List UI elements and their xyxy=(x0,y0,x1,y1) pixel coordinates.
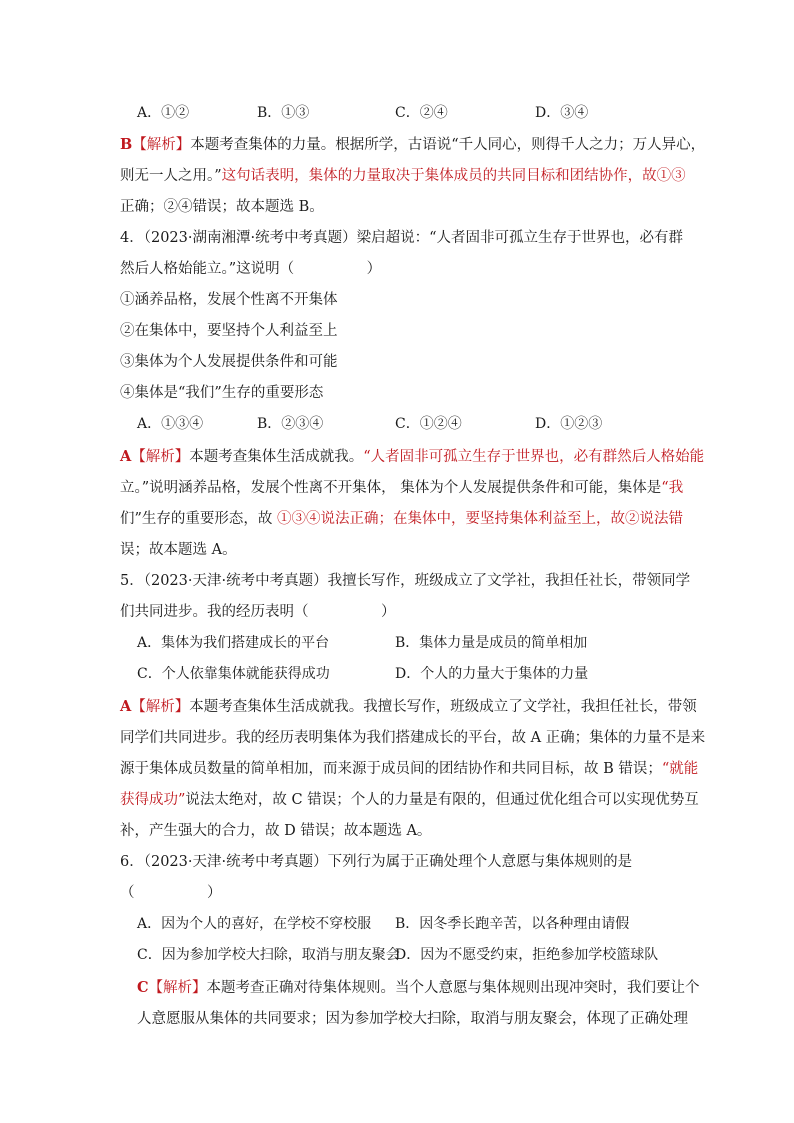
q4-statement-4: ④集体是“我们”生存的重要形态 xyxy=(120,385,324,401)
analysis-text: 们”生存的重要形态，故 xyxy=(120,511,273,527)
analysis-text: 人意愿服从集体的共同要求；因为参加学校大扫除，取消与朋友聚会，体现了正确处理 xyxy=(137,1011,688,1027)
q5-stem-line-1: 5．（2023·天津·统考中考真题）我擅长写作，班级成立了文学社，我担任社长，带领同学 xyxy=(120,573,691,589)
q5-analysis-line-1 xyxy=(120,697,697,717)
q6-stem-line-2: （ ） xyxy=(120,885,222,901)
q4-statement-1: ①涵养品格，发展个性离不开集体 xyxy=(120,292,338,308)
analysis-text-highlight: “就能 xyxy=(661,761,699,777)
q4-option-a: A．①③④ xyxy=(137,416,204,432)
q4-analysis-line-3 xyxy=(120,509,683,529)
analysis-text: 同学们共同进步。我的经历表明集体为我们搭建成长的平台，故 A 正确；集体的力量不是来 xyxy=(120,730,706,746)
analysis-text-highlight: “我 xyxy=(661,480,684,496)
q3-analysis-line-2 xyxy=(120,166,686,186)
q4-answer-letter: A xyxy=(120,448,132,465)
analysis-text: 正确；②④错误；故本题选 B。 xyxy=(120,199,324,215)
q4-statement-3: ③集体为个人发展提供条件和可能 xyxy=(120,354,338,370)
analysis-text: 本题考查正确对待集体规则。当个人意愿与集体规则出现冲突时，我们要让个 xyxy=(206,980,700,996)
q5-analysis-line-3 xyxy=(120,759,698,779)
analysis-text-highlight: 获得成功” xyxy=(120,792,186,808)
q5-option-a: A．集体为我们搭建成长的平台 xyxy=(137,635,330,651)
analysis-text: 误；故本题选 A。 xyxy=(120,542,237,558)
q6-option-a: A．因为个人的喜好，在学校不穿校服 xyxy=(137,916,372,932)
q4-option-b: B．②③④ xyxy=(257,416,324,432)
q4-analysis-line-1 xyxy=(120,447,704,467)
q3-option-a: A．①② xyxy=(137,105,190,121)
q5-stem-line-2: 们共同进步。我的经历表明（ ） xyxy=(120,604,396,620)
q4-analysis-line-4 xyxy=(120,540,237,560)
q5-analysis-line-5 xyxy=(120,821,431,841)
analysis-text: 说法太绝对，故 C 错误；个人的力量是有限的，但通过优化组合可以实现优势互 xyxy=(185,792,699,808)
analysis-tag: 【解析】 xyxy=(131,699,190,715)
analysis-text: 源于集体成员数量的简单相加，而来源于成员间的团结协作和共同目标，故 B 错误； xyxy=(120,761,662,777)
q5-analysis-line-4 xyxy=(120,790,699,810)
q4-option-d: D．①②③ xyxy=(535,416,603,432)
analysis-text: 立。”说明涵养品格，发展个性离不开集体， 集体为个人发展提供条件和可能，集体是 xyxy=(120,480,662,496)
q6-option-c: C．因为参加学校大扫除，取消与朋友聚会 xyxy=(137,947,400,963)
q6-answer-letter: C xyxy=(137,979,149,996)
q4-stem-line-2: 然后人格始能立。”这说明（ ） xyxy=(120,261,382,277)
q3-option-c: C．②④ xyxy=(395,105,448,121)
q4-option-c: C．①②④ xyxy=(395,416,462,432)
analysis-text-highlight: 这句话表明，集体的力量取决于集体成员的共同目标和团结协作，故①③ xyxy=(221,168,686,184)
analysis-text-highlight: “人者固非可孤立生存于世界也，必有群然后人格始能 xyxy=(363,449,705,465)
q4-stem-line-1: 4．（2023·湖南湘潭·统考中考真题）梁启超说：“人者固非可孤立生存于世界也，必有群 xyxy=(120,230,684,246)
q3-option-b: B．①③ xyxy=(257,105,310,121)
q5-analysis-line-2 xyxy=(120,728,705,748)
analysis-tag: 【解析】 xyxy=(131,449,190,465)
q4-analysis-line-2 xyxy=(120,478,683,498)
q5-option-d: D．个人的力量大于集体的力量 xyxy=(395,666,589,682)
analysis-text: 则无一人之用。” xyxy=(120,168,222,184)
analysis-text: 补，产生强大的合力，故 D 错误；故本题选 A。 xyxy=(120,823,432,839)
analysis-tag: 【解析】 xyxy=(148,980,207,996)
analysis-tag: 【解析】 xyxy=(132,137,191,153)
q6-option-b: B．因冬季长跑辛苦，以各种理由请假 xyxy=(395,916,630,932)
analysis-text: 本题考查集体的力量。根据所学，古语说“千人同心，则得千人之力；万人异心， xyxy=(190,137,706,153)
q5-option-c: C．个人依靠集体就能获得成功 xyxy=(137,666,330,682)
analysis-text-highlight: ①③④说法正确；在集体中，要坚持集体利益至上，故②说法错 xyxy=(272,511,684,527)
q6-stem-line-1: 6．（2023·天津·统考中考真题）下列行为属于正确处理个人意愿与集体规则的是 xyxy=(120,854,633,870)
analysis-text: 本题考查集体生活成就我。 xyxy=(189,449,364,465)
q3-option-d: D．③④ xyxy=(535,105,589,121)
q5-option-b: B．集体力量是成员的简单相加 xyxy=(395,635,588,651)
q3-analysis-line-3 xyxy=(120,197,324,217)
analysis-text: 本题考查集体生活成就我。我擅长写作，班级成立了文学社，我担任社长，带领 xyxy=(189,699,697,715)
q5-answer-letter: A xyxy=(120,698,132,715)
q6-analysis-line-2 xyxy=(137,1009,688,1029)
q4-statement-2: ②在集体中，要坚持个人利益至上 xyxy=(120,323,338,339)
q6-analysis-line-1 xyxy=(137,978,700,998)
q3-analysis-line-1 xyxy=(120,135,705,155)
q6-option-d: D．因为不愿受约束，拒绝参加学校篮球队 xyxy=(395,947,659,963)
q3-answer-letter: B xyxy=(120,136,133,153)
